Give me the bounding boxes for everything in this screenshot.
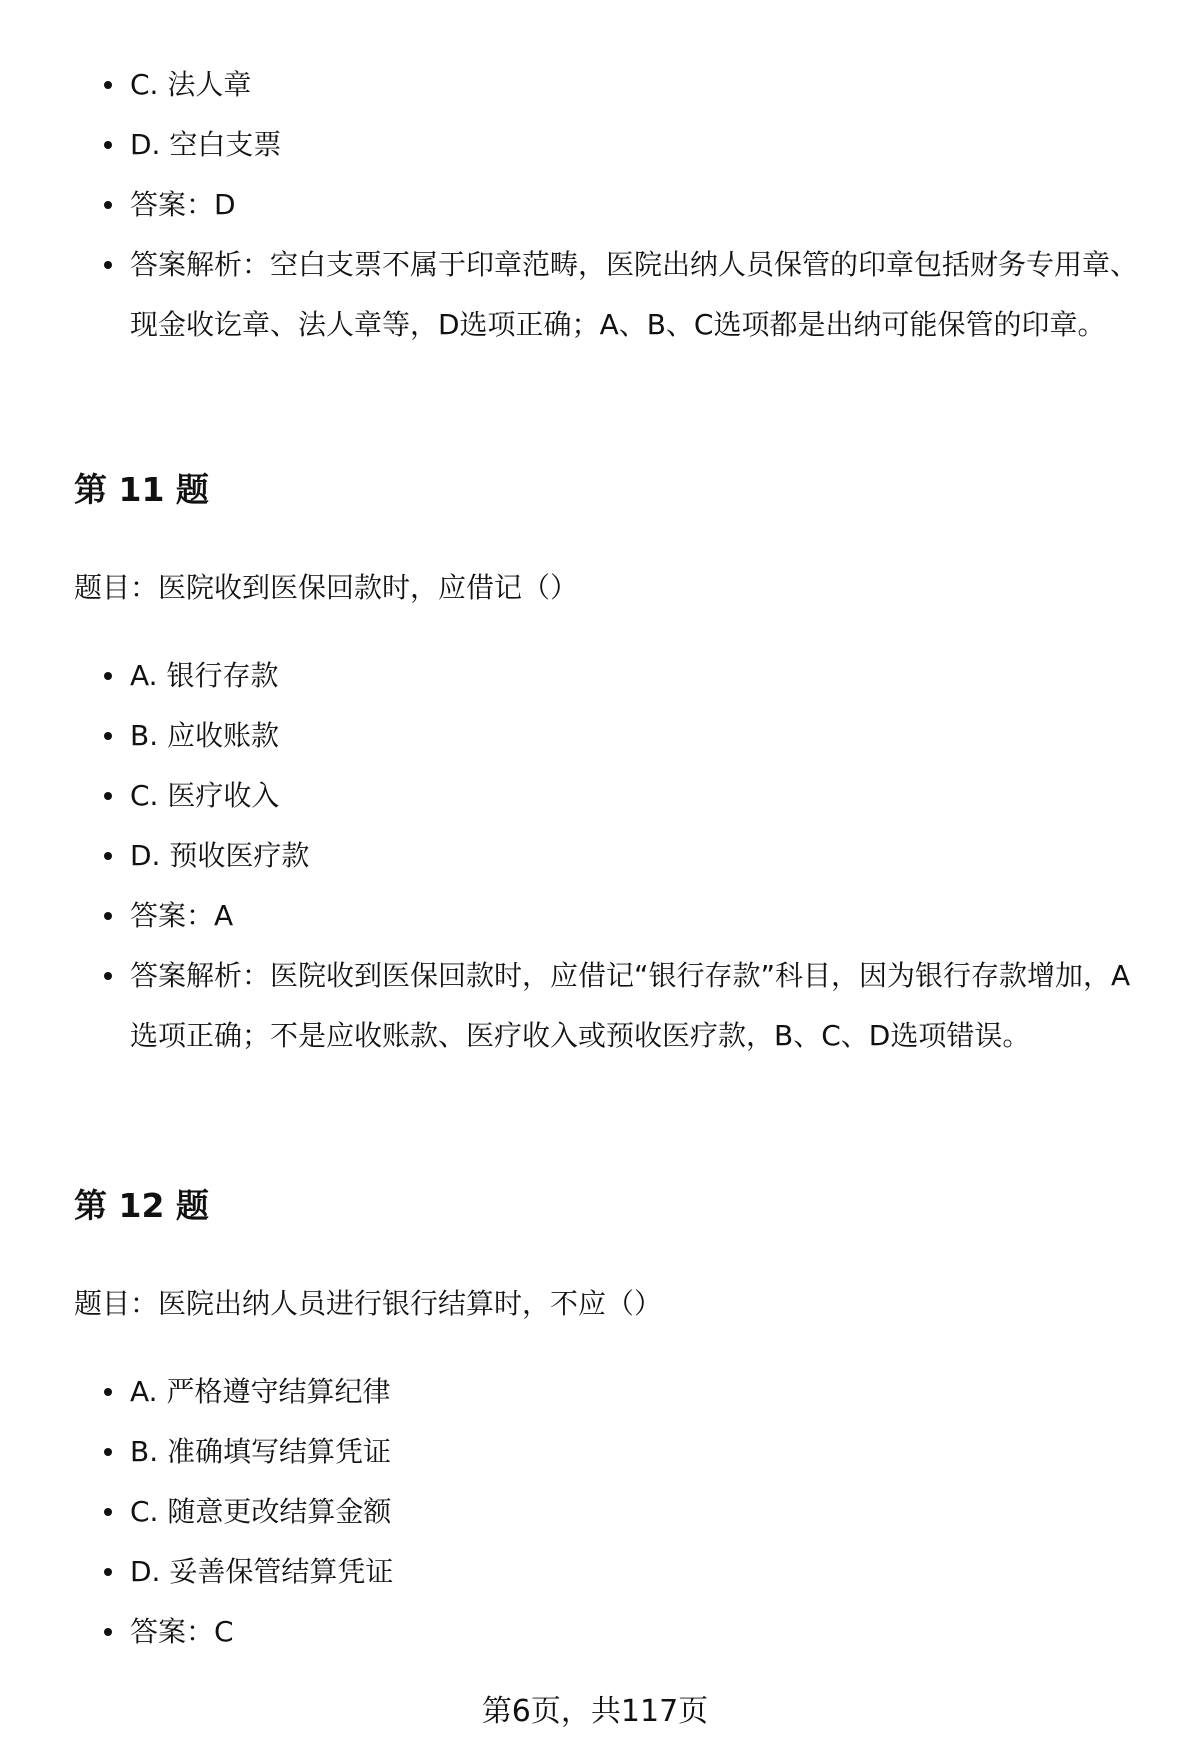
option-text: C. 法人章 [130,68,252,101]
option-d [0,115,1190,175]
option-a [0,646,1190,706]
option-list [0,646,1190,1066]
bullet-icon [104,852,112,860]
bullet-icon [104,1568,112,1576]
option-list [0,1362,1190,1662]
answer [0,886,1190,946]
option-text: B. 准确填写结算凭证 [130,1435,392,1468]
option-list [0,55,1190,355]
bullet-icon [104,732,112,740]
bullet-icon [104,912,112,920]
option-text: C. 随意更改结算金额 [130,1495,392,1528]
answer [0,1602,1190,1662]
previous-question-items [0,55,1190,355]
bullet-icon [104,261,112,269]
answer-explanation [0,946,1190,1066]
page-number: 第6页，共117页 [481,1694,709,1729]
answer-text: 答案：C [130,1615,234,1648]
option-c [0,766,1190,826]
explanation-text: 答案解析：空白支票不属于印章范畴，医院出纳人员保管的印章包括财务专用章、现金收讫章、法人章等，D选项正确；A、B、C选项都是出纳可能保管的印章。 [130,248,1139,341]
bullet-icon [104,1628,112,1636]
bullet-icon [104,792,112,800]
question-11-stem: 题目：医院收到医保回款时，应借记（） [74,571,579,604]
option-text: A. 严格遵守结算纪律 [130,1375,391,1408]
question-12-stem: 题目：医院出纳人员进行银行结算时，不应（） [74,1287,663,1320]
option-text: D. 妥善保管结算凭证 [130,1555,394,1588]
option-b [0,706,1190,766]
option-b [0,1422,1190,1482]
question-12-heading: 第 12 题 [74,1186,209,1225]
option-d [0,826,1190,886]
bullet-icon [104,1448,112,1456]
question-11-heading: 第 11 题 [74,470,209,509]
answer-explanation [0,235,1190,355]
question-11-items [0,646,1190,1066]
bullet-icon [104,201,112,209]
answer [0,175,1190,235]
option-c [0,1482,1190,1542]
answer-text: 答案：A [130,899,234,932]
option-text: A. 银行存款 [130,659,279,692]
option-text: D. 预收医疗款 [130,839,310,872]
bullet-icon [104,81,112,89]
question-12-items [0,1362,1190,1662]
bullet-icon [104,672,112,680]
bullet-icon [104,1508,112,1516]
bullet-icon [104,141,112,149]
option-text: B. 应收账款 [130,719,280,752]
bullet-icon [104,972,112,980]
option-text: C. 医疗收入 [130,779,280,812]
bullet-icon [104,1388,112,1396]
option-d [0,1542,1190,1602]
option-text: D. 空白支票 [130,128,282,161]
option-c [0,55,1190,115]
option-a [0,1362,1190,1422]
answer-text: 答案：D [130,188,236,221]
explanation-text: 答案解析：医院收到医保回款时，应借记“银行存款”科目，因为银行存款增加，A选项正确；不是应收账款、医疗收入或预收医疗款，B、C、D选项错误。 [130,959,1131,1052]
